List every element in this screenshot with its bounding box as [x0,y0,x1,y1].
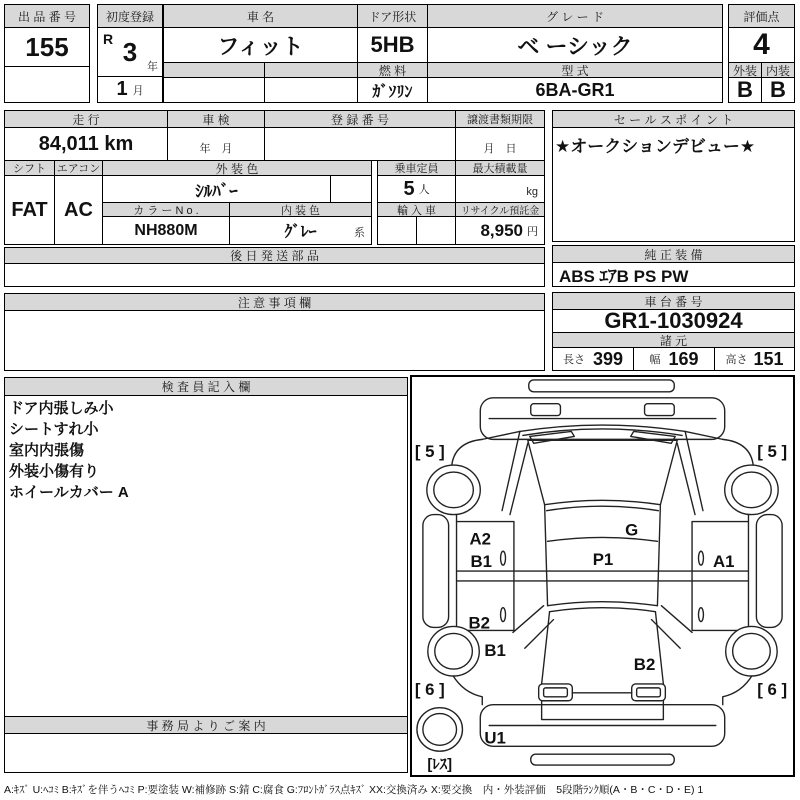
shaken-value: 年 月 [167,127,265,161]
tire-rear-left-label: [ 6 ] [414,679,445,699]
later-parts-label: 後 日 発 送 部 品 [4,247,545,264]
first-reg-month: 1 [116,78,128,100]
office-label: 事 務 局 よ り ご 案 内 [4,716,408,734]
score-label: 評価点 [728,4,795,28]
damage-door-rear-left: B2 [468,613,491,633]
capacity-label: 乗車定員 [377,160,456,176]
model-code-value: 6BA-GR1 [427,77,723,103]
office-box [4,733,408,773]
damage-door-front-left-1: A2 [469,529,492,549]
auction-no-extra-cell [4,66,90,103]
sales-point-value: ★オークションデビュー★ [555,137,756,156]
door-shape-label: ドア形状 [357,4,428,28]
fuel-label: 燃 料 [357,62,428,78]
score-value: 4 [728,27,795,63]
aircon-label: エアコン [54,160,103,176]
grade-label: グ レ ー ド [427,4,723,28]
damage-door-front-right: A1 [712,552,735,572]
first-registration-label: 初度登録 [97,4,163,28]
tire-front-left-label: [ 5 ] [414,442,445,462]
windshield [528,440,677,504]
tire-rear-right-label: [ 6 ] [757,679,788,699]
first-reg-year: 3 [122,36,138,67]
dimensions-label: 諸 元 [552,332,795,348]
rear-bumper [480,684,724,765]
auction-no-value: 155 [4,27,90,67]
shaken-label: 車 検 [167,110,265,128]
inspector-note: 室内内張傷 [9,442,85,459]
registration-no-label: 登 録 番 号 [264,110,456,128]
first-reg-year-unit: 年 [147,61,158,73]
transfer-deadline-value: 月 日 [455,127,545,161]
sales-point-label: セ ー ル ス ポ イ ン ト [552,110,795,128]
cautions-label: 注 意 事 項 欄 [4,293,545,311]
max-load-unit: kg [455,175,545,203]
chassis-no-value: GR1-1030924 [552,309,795,333]
exterior-label: 外装 [728,62,762,78]
inspector-note: シートすれ小 [9,421,99,438]
shift-value: FAT [4,175,55,245]
chassis-no-label: 車 台 番 号 [552,292,795,310]
fuel-value: ｶﾞｿﾘﾝ [357,77,428,103]
color-no-value: NH880M [102,216,230,245]
mileage-value: 84,011 km [4,127,168,161]
c-pillar-seams [513,606,692,649]
right-sill [756,515,782,628]
recycle-label: リサイクル預託金 [455,202,545,217]
damage-rear-gate: B2 [633,655,656,675]
width-value: 169 [668,348,699,369]
car-name-value: フィット [163,27,358,63]
car-name-label: 車 名 [163,4,358,28]
equipment-value: ABS ｴｱB PS PW [552,262,795,287]
inspector-notes-box [4,395,408,717]
equipment-label: 純 正 装 備 [552,245,795,263]
registration-no-value [264,127,456,161]
recycle-unit: 円 [527,225,538,238]
car-diagram-box [410,375,795,777]
exterior-color-extra-cell [330,175,372,203]
spare-tire-label: [ﾚｽ] [427,757,453,774]
inspector-note: ホイールカバー A [9,484,129,501]
height-value: 151 [753,348,784,369]
interior-color-suffix: 系 [354,227,365,239]
transfer-deadline-label: 譲渡書類期限 [455,110,545,128]
capacity-unit: 人 [418,184,430,196]
later-parts-box [4,263,545,287]
displacement-label [264,62,358,78]
import-car-cell-1 [377,216,417,245]
inspector-label: 検 査 員 記 入 欄 [4,377,408,396]
history-label [163,62,265,78]
height-label: 高さ [725,354,748,366]
front-bumper [480,380,724,439]
cautions-box [4,310,545,371]
rear-window [548,602,658,612]
exterior-color-value: ｼﾙﾊﾞｰ [102,175,331,203]
length-value: 399 [592,348,624,369]
exterior-grade: B [728,77,762,103]
door-shape-value: 5HB [357,27,428,63]
exterior-color-label: 外 装 色 [102,160,372,176]
length-label: 長さ [562,354,585,366]
recycle-value: 8,950 [480,220,523,240]
import-car-cell-2 [416,216,456,245]
left-sill [423,515,449,628]
damage-under-rear: U1 [484,728,506,748]
interior-grade: B [761,77,795,103]
capacity-value: 5 [403,177,415,200]
mileage-label: 走 行 [4,110,168,128]
first-reg-era: R [103,31,114,47]
import-car-label: 輸 入 車 [377,202,456,217]
first-reg-month-unit: 月 [132,84,144,97]
interior-label: 内装 [761,62,795,78]
width-label: 幅 [649,354,661,366]
max-load-label: 最大積載量 [455,160,545,176]
tire-front-right-label: [ 5 ] [757,442,788,462]
b-pillar-band [457,571,749,581]
inspector-note: ドア内張しみ小 [9,400,114,417]
damage-windshield: G [625,520,639,540]
interior-color-label: 内 装 色 [229,202,372,217]
inspector-note: 外装小傷有り [9,463,100,480]
shift-label: シフト [4,160,55,176]
interior-color-value: ｸﾞﾚｰ [284,224,317,241]
damage-quarter-left: B1 [484,641,506,661]
grade-value: ベ ーシック [427,27,723,63]
damage-roof: P1 [592,550,614,570]
car-diagram [412,377,793,775]
damage-code-legend: A:ｷｽﾞ U:ﾍｺﾐ B:ｷｽﾞを伴うﾍｺﾐ P:要塗装 W:補修跡 S:錆 C:腐食 G:ﾌﾛﾝﾄｶﾞﾗｽ点ｷｽﾞ XX:交換済み X:要交換 内・外装評価 5段階ﾗﾝｸ順(A・B・C・D・E) 1 [4,784,704,796]
auction-no-label: 出 品 番 号 [4,4,90,28]
aircon-value: AC [54,175,103,245]
model-code-label: 型 式 [427,62,723,78]
damage-door-front-left-2: B1 [470,552,493,572]
color-no-label: カ ラ ー N o . [102,202,230,217]
history-value [163,77,265,103]
right-doors [692,522,748,631]
